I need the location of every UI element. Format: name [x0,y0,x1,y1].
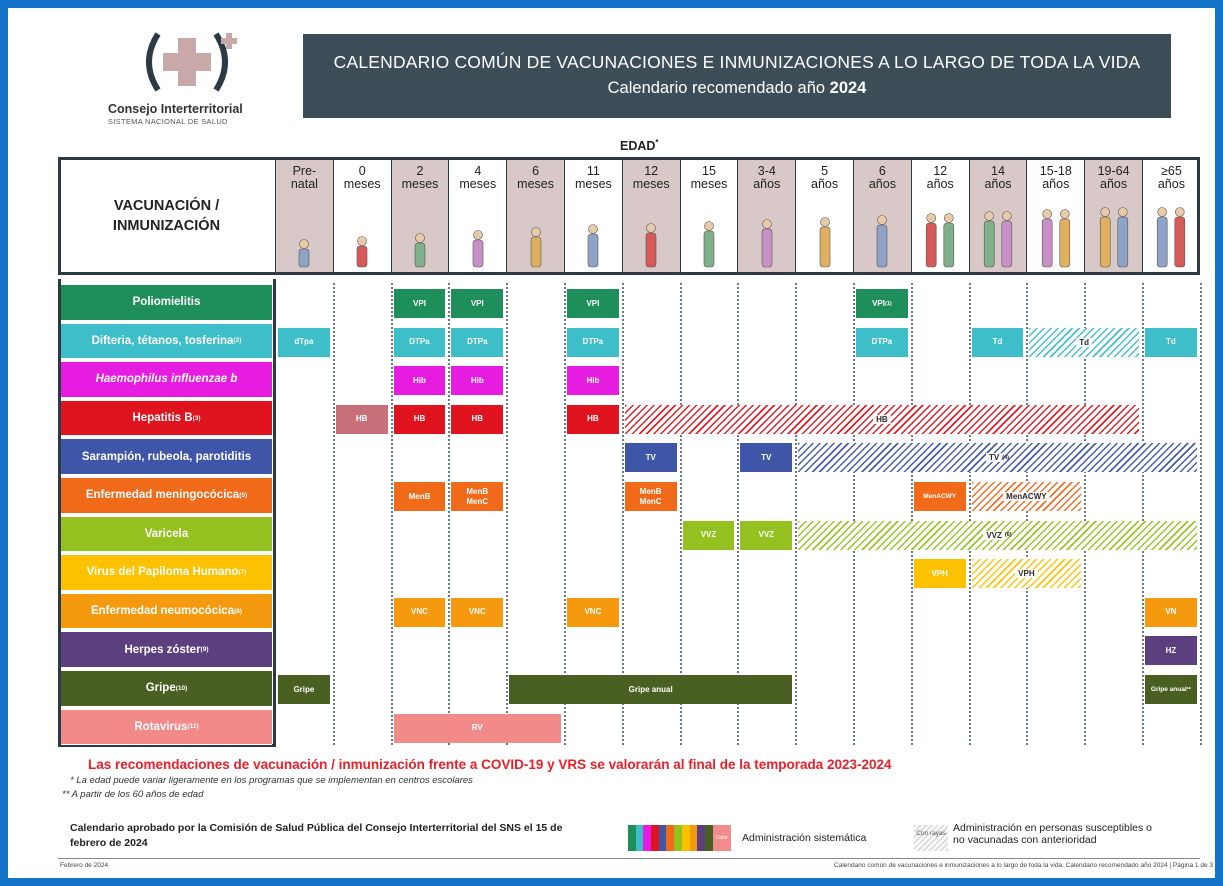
covid-note: Las recomendaciones de vacunación / inmunización frente a COVID-19 y VRS se valorarán al final de la temporada 2023-2024 [88,757,892,772]
age-header-label: EDAD [620,139,656,154]
subtitle-year: 2024 [829,79,867,97]
age-column [911,160,969,272]
dose-cell [394,598,446,627]
dose-cell [740,443,792,472]
age-value: 4 [474,164,482,178]
dose-label: MenB [466,486,489,496]
dose-cell [394,289,446,318]
health-cross-logo-icon [136,30,246,94]
dose-cell [336,405,388,434]
vaccine-name: Haemophilus influenzae b [95,373,238,386]
age-value: ≥65 [1161,164,1182,178]
vaccine-footnote-ref: (10) [175,684,188,692]
age-value: 11 [586,164,600,178]
dose-label: MenC [466,496,489,506]
dose-label: RV [471,723,483,733]
dose-label: TV [986,453,1002,462]
person-figure-icon [1149,206,1193,268]
vaccine-label [61,594,272,630]
age-column [622,160,680,272]
person-figure-icon [407,232,433,268]
dose-label: DTPa [871,337,893,347]
dose-cell [1145,675,1197,704]
age-column [391,160,449,272]
dose-label: DTPa [582,337,604,347]
title-banner [303,34,1171,118]
dose-label: TV [761,452,772,462]
dose-label: VNC [468,607,486,617]
age-unit: meses [343,177,381,191]
age-unit: años [1100,177,1128,191]
dose-footnote-ref: (1) [884,300,892,307]
age-value: 15 [702,164,716,178]
dose-cell [394,482,446,511]
person-figure-icon [918,212,962,268]
age-column [737,160,795,272]
row-header-line-1: VACUNACIÓN / [113,198,220,214]
dose-cell [914,559,966,588]
dose-cell [856,328,908,357]
age-footnote: * La edad puede variar ligeramente en los programas que se implementan en centros escolares [70,775,473,786]
column-guide [969,283,971,745]
dose-cell [740,521,792,550]
dose-cell [394,405,446,434]
subtitle-prefix: Calendario recomendado año [607,79,830,97]
age-unit: meses [517,177,554,191]
legend-color-stripe [705,825,713,851]
legend-color-stripe [682,825,690,851]
vaccine-name: Hepatitis B [132,412,193,425]
column-guide [1142,283,1144,745]
age-column [506,160,564,272]
vaccination-table [58,157,1200,743]
footer-pagination: Calendario común de vacunaciones e inmunizaciones a lo largo de toda la vida. Calendario recomendado año 2024 | Página 1 de 3 [834,862,1213,869]
person-figure-icon [754,218,780,268]
org-name: Consejo Interterritorial [108,102,243,116]
dose-label: Hib [413,375,426,385]
legend-color-stripe [690,825,698,851]
page-title: CALENDARIO COMÚN DE VACUNACIONES E INMUNIZACIONES A LO LARGO DE TODA LA VIDA [333,52,1141,72]
dose-label: Td [1076,338,1092,347]
dose-cell [567,598,619,627]
age-value: 19-64 [1097,164,1130,178]
dose-label: Gripe anual [628,684,673,694]
age-unit: años [1042,177,1070,191]
vaccine-footnote-ref: (3) [192,414,201,422]
dose-label: Hib [586,375,600,385]
person-figure-icon [1092,206,1136,268]
vaccine-label [61,671,272,707]
age-value: 12 [933,164,948,178]
age-unit: años [1157,177,1185,191]
vaccine-name: Herpes zóster [124,643,201,656]
dose-cell [856,289,908,318]
age-unit: meses [401,177,439,191]
age-unit: años [811,177,839,191]
vaccine-footnote-ref: (9) [200,646,209,654]
susceptible-bar [1029,328,1139,357]
person-figure-icon [696,220,722,268]
age-value: 2 [416,164,424,178]
dose-cell [451,328,503,357]
dose-cell [567,289,619,318]
legend-susceptible [953,822,1152,846]
dose-label: HZ [1165,645,1177,655]
color-legend-swatch [628,825,731,851]
vaccine-name: Enfermedad meningocócica [85,489,240,502]
dose-cell [683,521,735,550]
age-60-footnote: ** A partir de los 60 años de edad [62,789,204,800]
dose-label: TV [645,452,656,462]
vaccine-footnote-ref: (11) [187,723,199,731]
vaccine-name: Virus del Papiloma Humano [86,566,239,579]
vaccine-label [61,362,272,398]
column-guide [853,283,855,745]
dose-label: Hib [470,375,484,385]
legend-color-stripe [674,825,682,851]
legend-color-stripe [651,825,659,851]
age-value: 6 [532,164,540,178]
dose-cell [567,366,619,395]
vaccine-label [61,632,272,668]
column-guide [333,283,335,745]
dose-cell [394,366,446,395]
page-subtitle [303,79,1171,98]
dose-cell [625,482,677,511]
vaccine-label [61,401,272,437]
dose-footnote-ref: (4) [1002,454,1009,461]
dose-cell [567,328,619,357]
age-value: 0 [358,164,366,178]
age-unit: meses [632,177,670,191]
dose-label: dTpa [294,337,314,347]
legend-color-stripe [628,825,636,851]
dose-cell [451,482,503,511]
age-value: 15-18 [1039,164,1072,178]
dose-cell [1145,598,1197,627]
vaccine-label [61,555,272,591]
dose-label: VPI [470,298,484,308]
logo [102,30,262,130]
vaccine-name: Enfermedad neumocócica [90,605,235,618]
vaccine-name: Gripe [145,682,176,695]
age-column [1026,160,1084,272]
vaccine-footnote-ref: (7) [238,568,247,576]
person-figure-icon [349,235,375,268]
vaccine-label [61,285,272,321]
legend-susceptible-line-2: no vacunadas con anterioridad [953,834,1097,846]
age-column [333,160,391,272]
age-unit: meses [574,177,612,191]
vaccine-label [61,324,272,360]
age-column [448,160,506,272]
age-value: 14 [991,164,1005,178]
age-column [275,160,333,272]
dose-label: Gripe anual [1150,685,1187,693]
column-guide [911,283,913,745]
column-guide [448,283,450,745]
age-value: 5 [821,164,829,178]
dose-label: HB [413,414,426,424]
vaccine-footnote-ref: (5) [239,491,248,499]
dose-label: VNC [411,607,428,617]
age-unit: años [984,177,1012,191]
legend-susceptible-line-1: Administración en personas susceptibles o [953,822,1153,834]
person-figure-icon [976,210,1020,268]
dose-label: MenACWY [923,492,957,500]
vaccine-name: Varicela [144,527,189,540]
dose-cell [278,328,330,357]
dose-label: VVZ [758,530,775,540]
legend-color-stripe [643,825,651,851]
person-figure-icon [465,229,491,268]
age-column [680,160,738,272]
legend-color-label: Color [713,825,731,851]
vaccine-name: Rotavirus [134,720,188,733]
age-unit: meses [459,177,497,191]
legend-color-stripe [697,825,705,851]
vaccine-label [61,478,272,514]
column-guide [795,283,797,745]
age-value: 12 [644,164,659,178]
dose-label: VVZ [700,530,717,540]
person-figure-icon [1034,208,1078,268]
susceptible-bar [798,521,1197,550]
dose-label: Gripe [293,684,315,694]
footer-divider [58,858,1200,859]
susceptible-bar [972,559,1082,588]
dose-label: VPI [586,298,600,308]
legend-color-stripe [659,825,667,851]
person-figure-icon [291,238,317,268]
dose-cell [972,328,1024,357]
dose-label: HB [873,415,891,424]
dose-label: VPH [1015,569,1037,578]
person-figure-icon [523,226,549,268]
susceptible-bar [625,405,1139,434]
dose-cell [451,598,503,627]
approval-text: Calendario aprobado por la Comisión de Salud Pública del Consejo Interterritorial del SNS el 15 de febrero de 2024 [70,822,563,849]
row-header-line-2: INMUNIZACIÓN [112,218,221,234]
person-figure-icon [869,214,895,268]
age-value: 6 [878,164,886,178]
legend-systematic: Administración sistemática [742,832,867,844]
column-guide [391,283,393,745]
age-value: Pre- [292,164,317,178]
dose-cell [914,482,966,511]
dose-cell [394,328,446,357]
dose-cell [1145,636,1197,665]
vaccine-footnote-ref: (8) [234,607,243,615]
susceptible-bar [798,443,1197,472]
age-column [564,160,622,272]
footer-date: Febrero de 2024 [60,862,109,869]
dose-label: MenACWY [1003,492,1049,501]
dose-label: DTPa [467,337,488,347]
vaccine-footnote-ref: (2) [233,337,242,345]
dose-cell [451,405,503,434]
dose-label: HB [355,414,368,424]
dose-label: Td [1166,337,1176,347]
susceptible-bar [972,482,1082,511]
org-subtitle: SISTEMA NACIONAL DE SALUD [108,117,228,126]
person-figure-icon [638,222,664,268]
hatch-legend-swatch: Con rayas [914,825,948,851]
dose-cell [278,675,330,704]
dose-label: Td [992,337,1003,347]
vaccine-name: Sarampión, rubeola, parotiditis [81,450,252,463]
dose-label: MenB [408,491,431,501]
dose-label: HB [587,414,599,424]
dose-footnote-ref: ** [1186,686,1191,693]
vaccine-name: Difteria, tétanos, tosferina [91,334,234,347]
dose-label: VVZ [983,531,1005,540]
age-unit: años [868,177,896,191]
vaccine-label [61,517,272,553]
dose-cell [509,675,792,704]
dose-label: HB [471,414,484,424]
person-figure-icon [812,216,838,268]
age-header-mark: * [655,138,659,147]
age-unit: años [926,177,954,191]
dose-cell [567,405,619,434]
dose-label: VNC [584,607,602,617]
age-column [853,160,911,272]
column-guide [506,283,508,745]
age-column [1084,160,1142,272]
column-guide [1200,283,1202,745]
dose-cell [451,289,503,318]
age-unit: natal [290,177,318,191]
dose-cell [394,714,561,743]
vaccine-name: Poliomielitis [132,296,201,309]
legend-color-stripe [636,825,644,851]
age-unit: años [753,177,781,191]
vaccine-label [61,439,272,475]
dose-label: VN [1165,607,1177,617]
dose-label: VPI [872,298,885,308]
dose-cell [451,366,503,395]
dose-cell [625,443,677,472]
dose-footnote-ref: (6) [1004,532,1012,539]
column-guide [1026,283,1028,745]
age-header [620,138,659,153]
dose-label: MenB [639,486,662,496]
dose-label: VPH [931,568,948,578]
row-header-label [61,160,272,272]
age-unit: meses [690,177,728,191]
legend-color-stripe [666,825,674,851]
dose-cell [1145,328,1197,357]
dose-label: DTPa [409,337,430,347]
age-column [795,160,853,272]
vaccine-label [61,710,272,746]
dose-label: VPI [413,298,426,308]
age-column [969,160,1027,272]
age-value: 3-4 [757,164,776,178]
dose-label: MenC [639,496,662,506]
age-column [1142,160,1200,272]
person-figure-icon [580,223,606,268]
